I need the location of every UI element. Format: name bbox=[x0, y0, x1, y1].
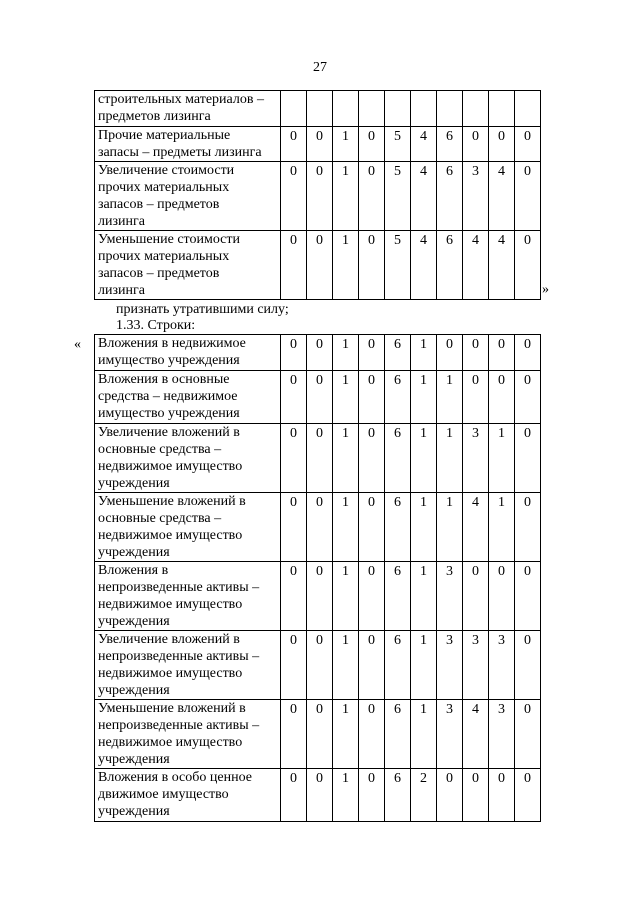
code-digit-cell: 0 bbox=[359, 631, 385, 700]
account-codes-table-1 bbox=[94, 90, 541, 300]
code-digit-cell: 5 bbox=[385, 162, 411, 231]
table-row bbox=[95, 769, 541, 822]
code-digit-cell: 0 bbox=[359, 424, 385, 493]
code-digit-cell: 0 bbox=[281, 162, 307, 231]
code-digit-cell: 1 bbox=[333, 127, 359, 162]
code-digit-cell: 6 bbox=[437, 162, 463, 231]
code-digit-cell: 1 bbox=[333, 493, 359, 562]
code-digit-cell: 0 bbox=[515, 700, 541, 769]
code-digit-cell: 6 bbox=[385, 424, 411, 493]
code-digit-cell bbox=[385, 91, 411, 127]
code-digit-cell: 0 bbox=[515, 162, 541, 231]
code-digit-cell: 0 bbox=[463, 562, 489, 631]
code-digit-cell: 1 bbox=[333, 371, 359, 424]
code-digit-cell: 0 bbox=[463, 769, 489, 822]
code-digit-cell: 1 bbox=[489, 424, 515, 493]
code-digit-cell: 4 bbox=[463, 231, 489, 300]
code-digit-cell: 1 bbox=[411, 371, 437, 424]
code-digit-cell: 4 bbox=[489, 162, 515, 231]
code-digit-cell: 0 bbox=[359, 127, 385, 162]
code-digit-cell: 1 bbox=[411, 631, 437, 700]
code-digit-cell: 0 bbox=[307, 127, 333, 162]
code-digit-cell: 0 bbox=[437, 769, 463, 822]
table-row bbox=[95, 231, 541, 300]
table-row bbox=[95, 371, 541, 424]
code-digit-cell: 1 bbox=[333, 631, 359, 700]
code-digit-cell: 1 bbox=[411, 424, 437, 493]
code-digit-cell: 1 bbox=[333, 424, 359, 493]
code-digit-cell: 1 bbox=[411, 562, 437, 631]
code-digit-cell: 1 bbox=[411, 335, 437, 371]
account-name-cell: Увеличение стоимости прочих материальных запасов – предметов лизинга bbox=[95, 162, 281, 231]
code-digit-cell: 1 bbox=[333, 335, 359, 371]
code-digit-cell: 0 bbox=[307, 231, 333, 300]
account-name-cell: Уменьшение вложений в основные средства – недвижимое имущество учреждения bbox=[95, 493, 281, 562]
code-digit-cell: 0 bbox=[515, 493, 541, 562]
table-row bbox=[95, 700, 541, 769]
code-digit-cell: 0 bbox=[281, 371, 307, 424]
table-row bbox=[95, 562, 541, 631]
code-digit-cell: 0 bbox=[307, 769, 333, 822]
code-digit-cell: 0 bbox=[281, 562, 307, 631]
code-digit-cell: 4 bbox=[463, 493, 489, 562]
code-digit-cell: 1 bbox=[411, 493, 437, 562]
code-digit-cell: 0 bbox=[489, 127, 515, 162]
code-digit-cell bbox=[463, 91, 489, 127]
code-digit-cell: 0 bbox=[359, 700, 385, 769]
account-name-cell: строительных материалов – предметов лизинга bbox=[95, 91, 281, 127]
code-digit-cell: 0 bbox=[515, 562, 541, 631]
code-digit-cell: 0 bbox=[437, 335, 463, 371]
code-digit-cell: 4 bbox=[489, 231, 515, 300]
code-digit-cell: 0 bbox=[489, 562, 515, 631]
code-digit-cell: 0 bbox=[307, 631, 333, 700]
code-digit-cell: 1 bbox=[333, 162, 359, 231]
code-digit-cell: 1 bbox=[333, 700, 359, 769]
code-digit-cell: 0 bbox=[359, 769, 385, 822]
code-digit-cell: 0 bbox=[281, 127, 307, 162]
code-digit-cell: 0 bbox=[281, 335, 307, 371]
account-name-cell: Вложения в особо ценное движимое имущество учреждения bbox=[95, 769, 281, 822]
code-digit-cell: 2 bbox=[411, 769, 437, 822]
code-digit-cell: 3 bbox=[463, 631, 489, 700]
code-digit-cell: 0 bbox=[307, 162, 333, 231]
code-digit-cell: 0 bbox=[281, 424, 307, 493]
code-digit-cell: 3 bbox=[489, 631, 515, 700]
section-heading: 1.33. Строки: bbox=[116, 318, 196, 333]
code-digit-cell: 0 bbox=[281, 631, 307, 700]
page-number: 27 bbox=[313, 60, 327, 75]
code-digit-cell bbox=[489, 91, 515, 127]
code-digit-cell: 1 bbox=[437, 493, 463, 562]
code-digit-cell: 5 bbox=[385, 127, 411, 162]
code-digit-cell: 0 bbox=[515, 631, 541, 700]
code-digit-cell: 1 bbox=[411, 700, 437, 769]
code-digit-cell: 0 bbox=[359, 371, 385, 424]
code-digit-cell: 0 bbox=[515, 127, 541, 162]
code-digit-cell: 1 bbox=[437, 371, 463, 424]
code-digit-cell: 0 bbox=[515, 335, 541, 371]
code-digit-cell bbox=[411, 91, 437, 127]
code-digit-cell: 4 bbox=[411, 127, 437, 162]
code-digit-cell bbox=[281, 91, 307, 127]
account-name-cell: Вложения в непроизведенные активы – недвижимое имущество учреждения bbox=[95, 562, 281, 631]
code-digit-cell: 0 bbox=[463, 371, 489, 424]
code-digit-cell: 0 bbox=[307, 371, 333, 424]
account-name-cell: Вложения в основные средства – недвижимое имущество учреждения bbox=[95, 371, 281, 424]
code-digit-cell: 3 bbox=[437, 700, 463, 769]
code-digit-cell: 1 bbox=[333, 769, 359, 822]
account-name-cell: Прочие материальные запасы – предметы лизинга bbox=[95, 127, 281, 162]
code-digit-cell: 0 bbox=[307, 335, 333, 371]
code-digit-cell: 6 bbox=[385, 335, 411, 371]
code-digit-cell: 0 bbox=[463, 335, 489, 371]
code-digit-cell bbox=[307, 91, 333, 127]
code-digit-cell: 0 bbox=[489, 371, 515, 424]
code-digit-cell: 0 bbox=[281, 769, 307, 822]
code-digit-cell: 0 bbox=[281, 231, 307, 300]
code-digit-cell: 0 bbox=[515, 769, 541, 822]
opening-quote: « bbox=[74, 337, 81, 352]
table-row bbox=[95, 493, 541, 562]
code-digit-cell: 0 bbox=[515, 231, 541, 300]
table-row bbox=[95, 91, 541, 127]
code-digit-cell: 5 bbox=[385, 231, 411, 300]
code-digit-cell: 0 bbox=[515, 371, 541, 424]
code-digit-cell: 0 bbox=[463, 127, 489, 162]
code-digit-cell: 0 bbox=[359, 335, 385, 371]
code-digit-cell: 6 bbox=[385, 631, 411, 700]
table-row bbox=[95, 424, 541, 493]
code-digit-cell: 4 bbox=[411, 231, 437, 300]
code-digit-cell: 6 bbox=[385, 769, 411, 822]
instruction-text: признать утратившими силу; bbox=[116, 302, 289, 317]
code-digit-cell: 3 bbox=[437, 562, 463, 631]
account-name-cell: Уменьшение вложений в непроизведенные активы – недвижимое имущество учреждения bbox=[95, 700, 281, 769]
code-digit-cell: 1 bbox=[333, 562, 359, 631]
account-name-cell: Вложения в недвижимое имущество учреждения bbox=[95, 335, 281, 371]
code-digit-cell: 1 bbox=[489, 493, 515, 562]
account-name-cell: Уменьшение стоимости прочих материальных запасов – предметов лизинга bbox=[95, 231, 281, 300]
code-digit-cell: 0 bbox=[307, 562, 333, 631]
code-digit-cell: 0 bbox=[359, 162, 385, 231]
code-digit-cell: 1 bbox=[333, 231, 359, 300]
code-digit-cell: 6 bbox=[385, 371, 411, 424]
code-digit-cell: 0 bbox=[489, 769, 515, 822]
code-digit-cell: 0 bbox=[307, 493, 333, 562]
closing-quote: » bbox=[542, 282, 549, 297]
code-digit-cell: 6 bbox=[385, 493, 411, 562]
code-digit-cell bbox=[333, 91, 359, 127]
code-digit-cell: 4 bbox=[411, 162, 437, 231]
code-digit-cell: 0 bbox=[359, 493, 385, 562]
code-digit-cell bbox=[515, 91, 541, 127]
table-row bbox=[95, 631, 541, 700]
account-codes-table-2 bbox=[94, 334, 541, 822]
code-digit-cell: 0 bbox=[489, 335, 515, 371]
code-digit-cell: 6 bbox=[437, 231, 463, 300]
code-digit-cell: 3 bbox=[437, 631, 463, 700]
code-digit-cell bbox=[437, 91, 463, 127]
code-digit-cell: 0 bbox=[281, 700, 307, 769]
code-digit-cell bbox=[359, 91, 385, 127]
code-digit-cell: 1 bbox=[437, 424, 463, 493]
code-digit-cell: 6 bbox=[385, 562, 411, 631]
code-digit-cell: 0 bbox=[307, 700, 333, 769]
code-digit-cell: 6 bbox=[437, 127, 463, 162]
code-digit-cell: 0 bbox=[307, 424, 333, 493]
code-digit-cell: 3 bbox=[463, 162, 489, 231]
code-digit-cell: 0 bbox=[359, 562, 385, 631]
code-digit-cell: 0 bbox=[359, 231, 385, 300]
table-row bbox=[95, 335, 541, 371]
account-name-cell: Увеличение вложений в непроизведенные активы – недвижимое имущество учреждения bbox=[95, 631, 281, 700]
table-row bbox=[95, 127, 541, 162]
code-digit-cell: 4 bbox=[463, 700, 489, 769]
code-digit-cell: 0 bbox=[515, 424, 541, 493]
code-digit-cell: 0 bbox=[281, 493, 307, 562]
code-digit-cell: 6 bbox=[385, 700, 411, 769]
code-digit-cell: 3 bbox=[489, 700, 515, 769]
table-row bbox=[95, 162, 541, 231]
account-name-cell: Увеличение вложений в основные средства – недвижимое имущество учреждения bbox=[95, 424, 281, 493]
code-digit-cell: 3 bbox=[463, 424, 489, 493]
